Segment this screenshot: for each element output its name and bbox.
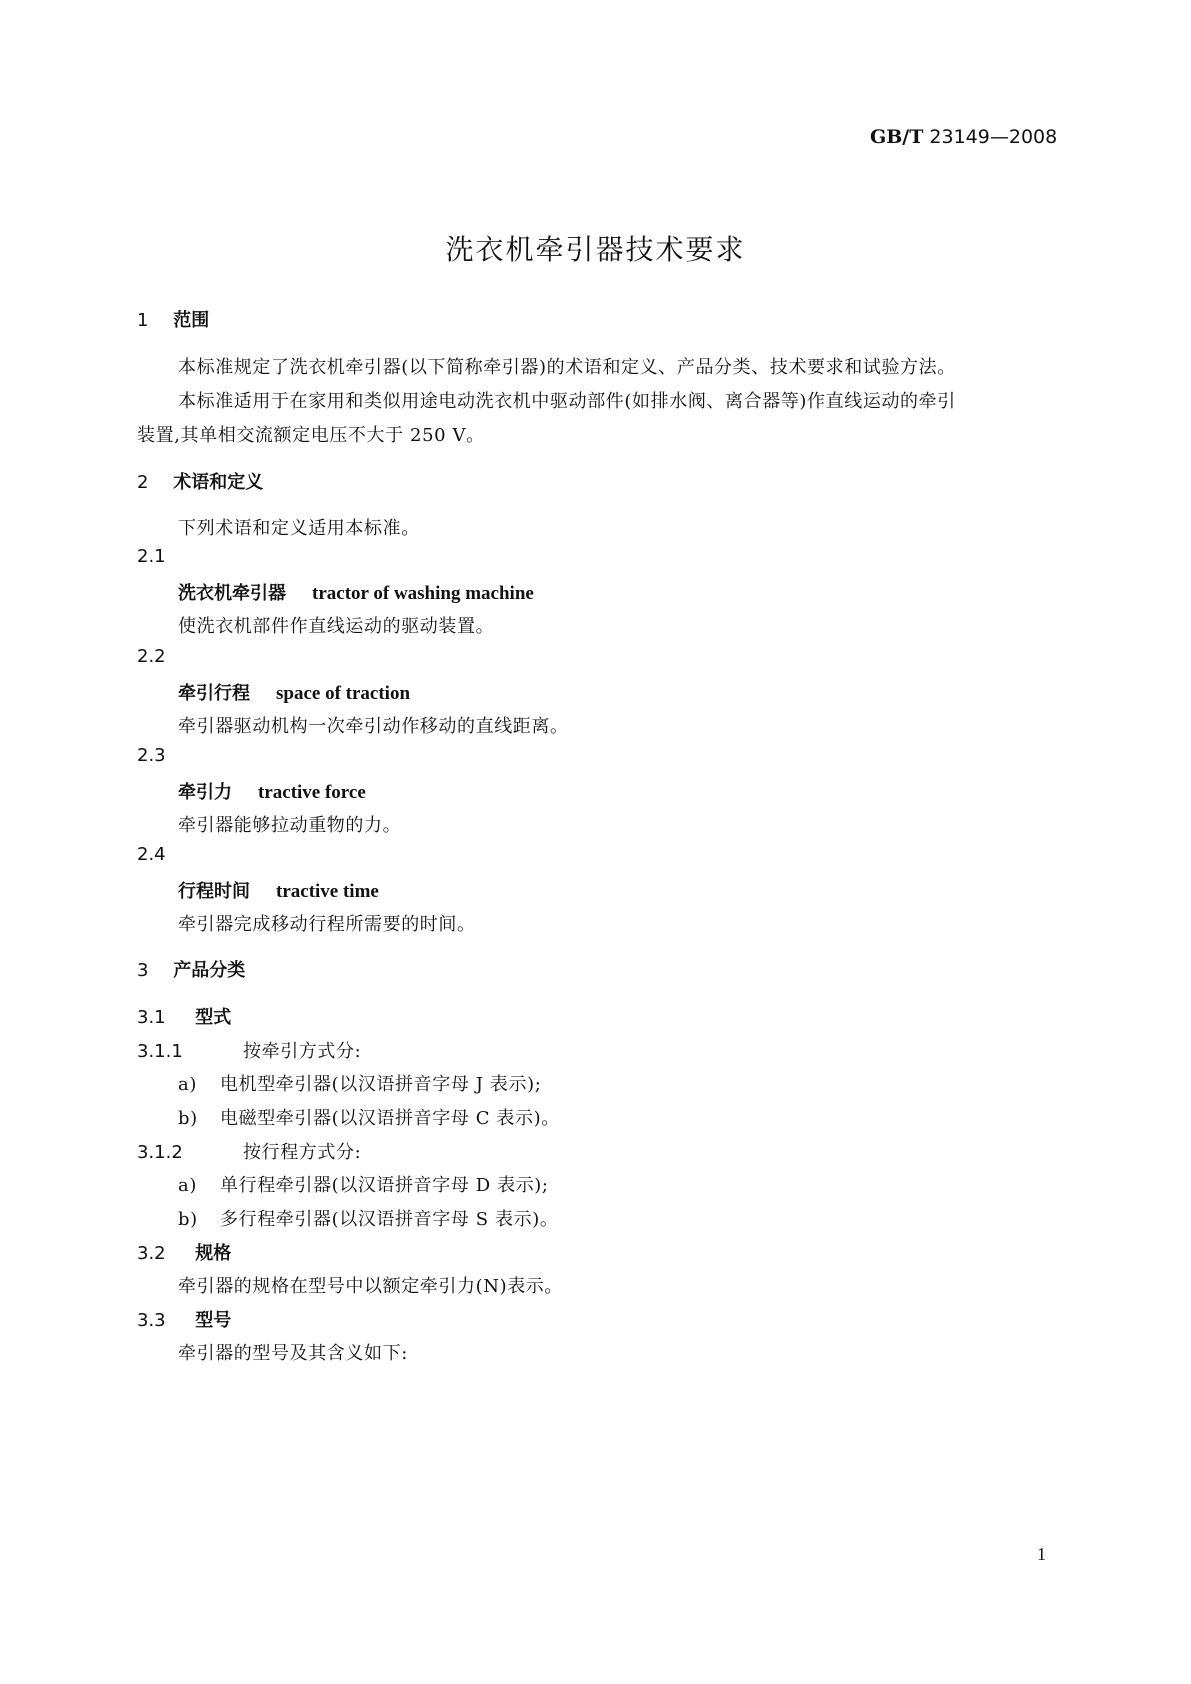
term-en: space of traction [276,683,411,704]
list-item-text: 电磁型牵引器(以汉语拼音字母 C 表示)。 [220,1108,560,1129]
term-en: tractive time [276,881,379,902]
subsection-title: 型式 [195,1007,232,1028]
subsection-3-1-heading [137,1003,231,1029]
term-cn: 牵引力 [178,782,232,803]
standard-code-number: 23149—2008 [929,126,1058,148]
clause-number: 3.1.2 [137,1142,183,1163]
list-item [178,1171,549,1197]
term-heading [178,579,534,605]
section-number: 1 [137,310,149,331]
list-item [178,1070,541,1096]
list-marker: b) [178,1209,198,1230]
term-heading [178,778,366,804]
term-heading [178,679,410,705]
term-cn: 行程时间 [178,881,250,902]
term-number: 2.2 [137,646,166,667]
section-3-heading [137,956,245,982]
list-marker: b) [178,1108,198,1129]
subsection-number: 3.1 [137,1007,166,1028]
list-item-text: 电机型牵引器(以汉语拼音字母 J 表示); [220,1074,542,1095]
term-cn: 牵引行程 [178,683,250,704]
list-item-text: 单行程牵引器(以汉语拼音字母 D 表示); [220,1175,549,1196]
list-marker: a) [178,1074,197,1095]
paragraph: 本标准规定了洗衣机牵引器(以下简称牵引器)的术语和定义、产品分类、技术要求和试验方法。 [178,357,956,378]
list-marker: a) [178,1175,197,1196]
section-number: 3 [137,960,149,981]
paragraph: 牵引器的规格在型号中以额定牵引力(N)表示。 [178,1276,563,1297]
term-definition: 牵引器能够拉动重物的力。 [178,815,402,836]
term-number: 2.3 [137,745,166,766]
section-number: 2 [137,472,149,493]
subsection-3-3-heading [137,1306,231,1332]
clause-number: 3.1.1 [137,1041,183,1062]
section-title: 术语和定义 [173,472,264,493]
standard-code [870,126,1057,148]
term-definition: 牵引器驱动机构一次牵引动作移动的直线距离。 [178,716,569,737]
subsection-number: 3.3 [137,1310,166,1331]
clause-text: 按牵引方式分: [243,1041,362,1062]
paragraph-continued: 装置,其单相交流额定电压不大于 250 V。 [137,425,485,446]
term-en: tractive force [258,782,366,803]
standard-code-prefix: GB/T [870,126,924,148]
clause-text: 按行程方式分: [243,1142,362,1163]
subsection-number: 3.2 [137,1243,166,1264]
section-1-heading [137,306,209,332]
page-number: 1 [1037,1544,1046,1564]
term-number: 2.1 [137,546,166,567]
term-definition: 牵引器完成移动行程所需要的时间。 [178,914,476,935]
list-item [178,1205,558,1231]
term-number: 2.4 [137,844,166,865]
section-2-heading [137,468,263,494]
subsection-title: 型号 [195,1310,232,1331]
term-heading [178,877,379,903]
list-item [178,1104,560,1130]
term-definition: 使洗衣机部件作直线运动的驱动装置。 [178,616,495,637]
page-title: 洗衣机牵引器技术要求 [445,233,746,266]
term-cn: 洗衣机牵引器 [178,583,286,604]
section-title: 产品分类 [173,960,246,981]
section-title: 范围 [173,310,210,331]
paragraph: 下列术语和定义适用本标准。 [178,518,420,539]
clause-3-1-1 [137,1037,361,1063]
paragraph: 牵引器的型号及其含义如下: [178,1343,408,1364]
list-item-text: 多行程牵引器(以汉语拼音字母 S 表示)。 [220,1209,559,1230]
subsection-3-2-heading [137,1239,231,1265]
paragraph: 本标准适用于在家用和类似用途电动洗衣机中驱动部件(如排水阀、离合器等)作直线运动的牵引 [178,391,956,412]
clause-3-1-2 [137,1138,361,1164]
term-en: tractor of washing machine [312,583,534,604]
subsection-title: 规格 [195,1243,232,1264]
